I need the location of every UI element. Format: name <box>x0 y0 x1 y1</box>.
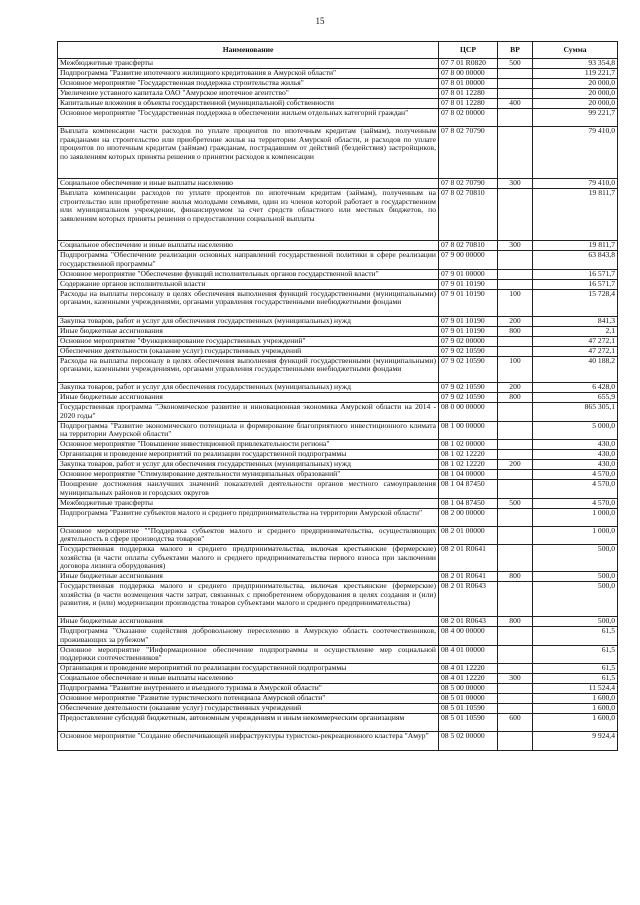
row-code-cell: 07 9 01 10190 <box>439 279 498 289</box>
row-name-cell: Основное мероприятие "Функционирование государственных учреждений" <box>58 336 439 346</box>
row-code-cell: 08 2 01 R0641 <box>439 572 498 582</box>
row-name-cell: Обеспечение деятельности (оказание услуг) государственных учреждений <box>58 704 439 714</box>
table-row <box>58 508 618 526</box>
row-vr-cell <box>498 508 533 526</box>
row-vr-cell <box>498 279 533 289</box>
row-vr-cell: 200 <box>498 316 533 326</box>
row-vr-cell <box>498 89 533 99</box>
row-name-cell: Содержание органов исполнительной власти <box>58 279 439 289</box>
row-name-cell: Иные бюджетные ассигнования <box>58 572 439 582</box>
row-sum-cell: 20 000,0 <box>533 79 618 89</box>
table-row <box>58 470 618 480</box>
row-vr-cell: 500 <box>498 498 533 508</box>
row-sum-cell: 2,1 <box>533 326 618 336</box>
table-row <box>58 421 618 439</box>
row-sum-cell: 63 843,8 <box>533 251 618 269</box>
row-vr-cell: 300 <box>498 241 533 251</box>
row-code-cell: 08 1 04 87450 <box>439 498 498 508</box>
row-name-cell: Социальное обеспечение и иные выплаты населению <box>58 674 439 684</box>
row-name-cell: Основное мероприятие "Повышение инвестиционной привлекательности региона" <box>58 440 439 450</box>
table-row <box>58 582 618 617</box>
row-sum-cell: 5 000,0 <box>533 421 618 439</box>
table-row <box>58 179 618 189</box>
row-sum-cell: 430,0 <box>533 440 618 450</box>
table-row <box>58 674 618 684</box>
row-sum-cell: 47 272,1 <box>533 336 618 346</box>
row-vr-cell <box>498 403 533 421</box>
table-row <box>58 59 618 69</box>
row-sum-cell: 16 571,7 <box>533 279 618 289</box>
row-name-cell: Организация и проведение мероприятий по реализации государственной подпрограммы <box>58 664 439 674</box>
row-code-cell: 07 9 02 10590 <box>439 393 498 403</box>
row-sum-cell: 4 570,0 <box>533 480 618 498</box>
table-row <box>58 241 618 251</box>
row-code-cell: 07 8 02 70810 <box>439 189 498 241</box>
row-vr-cell: 100 <box>498 356 533 383</box>
row-vr-cell <box>498 664 533 674</box>
table-row <box>58 440 618 450</box>
row-vr-cell: 800 <box>498 326 533 336</box>
row-sum-cell: 6 428,0 <box>533 383 618 393</box>
table-body <box>58 59 618 751</box>
row-code-cell: 08 1 02 12220 <box>439 450 498 460</box>
row-vr-cell: 500 <box>498 59 533 69</box>
row-name-cell: Подпрограмма "Развитие ипотечного жилищного кредитования в Амурской области" <box>58 69 439 79</box>
row-name-cell: Закупка товаров, работ и услуг для обеспечения государственных (муниципальных) нужд <box>58 383 439 393</box>
row-code-cell: 07 8 02 70810 <box>439 241 498 251</box>
row-sum-cell: 20 000,0 <box>533 89 618 99</box>
table-row <box>58 572 618 582</box>
row-vr-cell <box>498 127 533 179</box>
row-vr-cell: 600 <box>498 714 533 732</box>
table-row <box>58 356 618 383</box>
row-name-cell: Иные бюджетные ассигнования <box>58 617 439 627</box>
row-code-cell: 08 5 01 10590 <box>439 714 498 732</box>
row-code-cell: 08 5 02 00000 <box>439 732 498 750</box>
row-vr-cell <box>498 684 533 694</box>
table-row <box>58 326 618 336</box>
row-code-cell: 08 1 02 00000 <box>439 440 498 450</box>
row-vr-cell <box>498 79 533 89</box>
row-vr-cell <box>498 109 533 127</box>
column-header-sum: Сумма <box>533 42 618 59</box>
row-code-cell: 08 0 00 00000 <box>439 403 498 421</box>
table-row <box>58 403 618 421</box>
row-vr-cell <box>498 545 533 572</box>
row-vr-cell <box>498 346 533 356</box>
row-sum-cell: 11 524,4 <box>533 684 618 694</box>
row-vr-cell <box>498 251 533 269</box>
row-sum-cell: 1 600,0 <box>533 694 618 704</box>
row-vr-cell: 800 <box>498 393 533 403</box>
table-row <box>58 346 618 356</box>
row-code-cell: 08 4 01 12220 <box>439 664 498 674</box>
row-code-cell: 08 2 01 00000 <box>439 526 498 544</box>
row-code-cell: 08 1 00 00000 <box>439 421 498 439</box>
row-sum-cell: 1 000,0 <box>533 526 618 544</box>
row-code-cell: 08 5 01 00000 <box>439 694 498 704</box>
row-vr-cell: 200 <box>498 383 533 393</box>
table-row <box>58 704 618 714</box>
row-sum-cell: 119 221,7 <box>533 69 618 79</box>
table-row <box>58 251 618 269</box>
table-row <box>58 450 618 460</box>
row-vr-cell: 300 <box>498 674 533 684</box>
row-vr-cell <box>498 450 533 460</box>
row-sum-cell: 20 000,0 <box>533 99 618 109</box>
row-sum-cell: 4 570,0 <box>533 470 618 480</box>
table-row <box>58 627 618 645</box>
row-sum-cell: 1 600,0 <box>533 704 618 714</box>
row-name-cell: Выплата компенсации части расходов по уплате процентов по ипотечным кредитам (займам), полученным гражданами на строительство или приобретение жилья на территории Амурской области, и расходов по уплате процентов по ипотечным кредитам (займам) гражданам, пострадавшим от действий (бездействия) застройщиков, по заявлениям которых приняты решения о принятии расходов к компенсации <box>58 127 439 179</box>
table-row <box>58 127 618 179</box>
table-row <box>58 89 618 99</box>
row-name-cell: Подпрограмма "Развитие экономического потенциала и формирование благоприятного инвестиционного климата на территории Амурской области" <box>58 421 439 439</box>
table-row <box>58 617 618 627</box>
row-name-cell: Основное мероприятие ""Поддержка субъектов малого и среднего предпринимательства, осуществляющих деятельность в сфере производства товаров" <box>58 526 439 544</box>
table-row <box>58 336 618 346</box>
row-code-cell: 08 2 01 R0643 <box>439 582 498 617</box>
table-row <box>58 189 618 241</box>
row-vr-cell: 400 <box>498 99 533 109</box>
row-name-cell: Основное мероприятие "Государственная поддержка строительства жилья" <box>58 79 439 89</box>
row-name-cell: Увеличение уставного капитала ОАО "Амурское ипотечное агентство" <box>58 89 439 99</box>
row-code-cell: 07 8 01 00000 <box>439 79 498 89</box>
row-name-cell: Капитальные вложения в объекты государственной (муниципальной) собственности <box>58 99 439 109</box>
table-row <box>58 316 618 326</box>
row-sum-cell: 93 354,8 <box>533 59 618 69</box>
page-number: 15 <box>315 16 325 26</box>
row-name-cell: Государственная поддержка малого и среднего предпринимательства, включая крестьянские (фермерские) хозяйства (в части возмещения части затрат, связанных с приобретением оборудования в целях создания и (или) развития, и (или) модернизации производства товаров субъектами малого и среднего предпринимательства) <box>58 582 439 617</box>
row-vr-cell <box>498 704 533 714</box>
row-vr-cell <box>498 470 533 480</box>
row-code-cell: 07 8 01 12280 <box>439 89 498 99</box>
row-sum-cell: 79 410,0 <box>533 179 618 189</box>
row-code-cell: 08 1 02 12220 <box>439 460 498 470</box>
row-name-cell: Подпрограмма "Оказание содействия добровольному переселению в Амурскую область соотечественников, проживающих за рубежом" <box>58 627 439 645</box>
row-name-cell: Основное мероприятие "Развитие туристического потенциала Амурской области" <box>58 694 439 704</box>
table-row <box>58 480 618 498</box>
row-name-cell: Расходы на выплаты персоналу в целях обеспечения выполнения функций государственными (муниципальными) органами, казенными учреждениями, органами управления государственными внебюджетными фондами <box>58 356 439 383</box>
table-row <box>58 269 618 279</box>
row-vr-cell <box>498 189 533 241</box>
row-code-cell: 07 8 01 12280 <box>439 99 498 109</box>
row-name-cell: Подпрограмма "Развитие внутреннего и въездного туризма в Амурской области" <box>58 684 439 694</box>
row-name-cell: Основное мероприятие "Государственная поддержка в обеспечении жильем отдельных категорий граждан" <box>58 109 439 127</box>
row-code-cell: 08 4 00 00000 <box>439 627 498 645</box>
row-name-cell: Выплата компенсации расходов по уплате процентов по ипотечным кредитам (займам), полученным на строительство или приобретение жилья молодыми семьями, один из членов которой работает в государственном или муниципальном учреждении, финансируемом за счет средств областного или местных бюджетов, по заявлениям которых приняты решения о предоставлении социальной выплаты <box>58 189 439 241</box>
row-name-cell: Социальное обеспечение и иные выплаты населению <box>58 241 439 251</box>
table-row <box>58 526 618 544</box>
row-vr-cell <box>498 69 533 79</box>
table-row <box>58 694 618 704</box>
table-row <box>58 664 618 674</box>
table-row <box>58 732 618 750</box>
row-code-cell: 08 2 00 00000 <box>439 508 498 526</box>
row-sum-cell: 47 272,1 <box>533 346 618 356</box>
table-row <box>58 714 618 732</box>
table-row <box>58 383 618 393</box>
table-row <box>58 109 618 127</box>
row-code-cell: 08 4 01 12220 <box>439 674 498 684</box>
row-name-cell: Межбюджетные трансферты <box>58 498 439 508</box>
row-sum-cell: 500,0 <box>533 572 618 582</box>
row-name-cell: Поощрение достижения наилучших значений показателей деятельности органов местного самоуправления муниципальных районов и городских округов <box>58 480 439 498</box>
table-row <box>58 460 618 470</box>
row-sum-cell: 865 305,1 <box>533 403 618 421</box>
row-name-cell: Государственная поддержка малого и среднего предпринимательства, включая крестьянские (фермерские) хозяйства (в части оплаты субъектами малого и среднего предпринимательства первого взноса при заключении договора лизинга оборудования) <box>58 545 439 572</box>
row-vr-cell <box>498 440 533 450</box>
row-code-cell: 08 5 01 10590 <box>439 704 498 714</box>
row-code-cell: 07 9 01 10190 <box>439 289 498 316</box>
row-sum-cell: 19 811,7 <box>533 241 618 251</box>
row-vr-cell <box>498 526 533 544</box>
row-code-cell: 07 8 00 00000 <box>439 69 498 79</box>
row-name-cell: Подпрограмма "Развитие субъектов малого и среднего предпринимательства на территории Амурской области" <box>58 508 439 526</box>
table-row <box>58 645 618 663</box>
row-name-cell: Государственная программа "Экономическое развитие и инновационная экономика Амурской области на 2014 - 2020 годы" <box>58 403 439 421</box>
budget-table <box>57 41 618 751</box>
row-code-cell: 07 9 01 00000 <box>439 269 498 279</box>
row-name-cell: Предоставление субсидий бюджетным, автономным учреждениям и иным некоммерческим организациям <box>58 714 439 732</box>
row-vr-cell <box>498 694 533 704</box>
row-code-cell: 08 4 01 00000 <box>439 645 498 663</box>
row-code-cell: 07 8 02 00000 <box>439 109 498 127</box>
row-vr-cell: 200 <box>498 460 533 470</box>
row-vr-cell <box>498 732 533 750</box>
table-row <box>58 684 618 694</box>
row-code-cell: 07 9 02 10590 <box>439 356 498 383</box>
row-vr-cell: 100 <box>498 289 533 316</box>
row-name-cell: Обеспечение деятельности (оказание услуг) государственных учреждений <box>58 346 439 356</box>
table-row <box>58 498 618 508</box>
row-code-cell: 08 2 01 R0641 <box>439 545 498 572</box>
row-name-cell: Основное мероприятие "Стимулирование деятельности муниципальных образований" <box>58 470 439 480</box>
row-name-cell: Социальное обеспечение и иные выплаты населению <box>58 179 439 189</box>
row-sum-cell: 1 000,0 <box>533 508 618 526</box>
row-code-cell: 07 9 00 00000 <box>439 251 498 269</box>
row-name-cell: Основное мероприятие "Создание обеспечивающей инфраструктуры туристско-рекреационного кластера "Амур" <box>58 732 439 750</box>
row-sum-cell: 500,0 <box>533 545 618 572</box>
row-sum-cell: 99 221,7 <box>533 109 618 127</box>
row-sum-cell: 16 571,7 <box>533 269 618 279</box>
row-sum-cell: 19 811,7 <box>533 189 618 241</box>
row-name-cell: Иные бюджетные ассигнования <box>58 393 439 403</box>
row-vr-cell <box>498 336 533 346</box>
row-sum-cell: 655,9 <box>533 393 618 403</box>
row-code-cell: 07 7 01 R0820 <box>439 59 498 69</box>
row-sum-cell: 61,5 <box>533 627 618 645</box>
row-code-cell: 07 9 01 10190 <box>439 326 498 336</box>
row-sum-cell: 430,0 <box>533 450 618 460</box>
table-row <box>58 69 618 79</box>
row-sum-cell: 841,3 <box>533 316 618 326</box>
row-sum-cell: 15 728,4 <box>533 289 618 316</box>
row-sum-cell: 61,5 <box>533 664 618 674</box>
row-vr-cell <box>498 269 533 279</box>
row-sum-cell: 9 924,4 <box>533 732 618 750</box>
table-row <box>58 79 618 89</box>
row-name-cell: Организация и проведение мероприятий по реализации государственной подпрограммы <box>58 450 439 460</box>
row-sum-cell: 4 570,0 <box>533 498 618 508</box>
row-vr-cell <box>498 645 533 663</box>
row-vr-cell <box>498 582 533 617</box>
row-sum-cell: 61,5 <box>533 674 618 684</box>
row-vr-cell <box>498 421 533 439</box>
row-name-cell: Закупка товаров, работ и услуг для обеспечения государственных (муниципальных) нужд <box>58 316 439 326</box>
row-vr-cell: 800 <box>498 572 533 582</box>
table-row <box>58 279 618 289</box>
table-row <box>58 393 618 403</box>
table-row <box>58 289 618 316</box>
row-name-cell: Подпрограмма "Обеспечение реализации основных направлений государственной политики в сфере реализации государственной программы" <box>58 251 439 269</box>
row-code-cell: 08 5 00 00000 <box>439 684 498 694</box>
column-header-code: ЦСР <box>439 42 498 59</box>
row-code-cell: 07 9 02 10590 <box>439 383 498 393</box>
table-header-row <box>58 42 618 59</box>
row-code-cell: 07 8 02 70790 <box>439 127 498 179</box>
row-code-cell: 07 9 02 00000 <box>439 336 498 346</box>
row-name-cell: Расходы на выплаты персоналу в целях обеспечения выполнения функций государственными (муниципальными) органами, казенными учреждениями, органами управления государственными внебюджетными фондами <box>58 289 439 316</box>
row-code-cell: 08 2 01 R0643 <box>439 617 498 627</box>
row-sum-cell: 1 600,0 <box>533 714 618 732</box>
row-sum-cell: 40 188,2 <box>533 356 618 383</box>
row-sum-cell: 79 410,0 <box>533 127 618 179</box>
row-code-cell: 08 1 04 00000 <box>439 470 498 480</box>
row-code-cell: 07 9 01 10190 <box>439 316 498 326</box>
row-vr-cell <box>498 627 533 645</box>
row-sum-cell: 500,0 <box>533 617 618 627</box>
row-sum-cell: 500,0 <box>533 582 618 617</box>
column-header-name: Наименование <box>58 42 439 59</box>
row-name-cell: Иные бюджетные ассигнования <box>58 326 439 336</box>
row-code-cell: 07 9 02 10590 <box>439 346 498 356</box>
row-vr-cell <box>498 480 533 498</box>
row-name-cell: Закупка товаров, работ и услуг для обеспечения государственных (муниципальных) нужд <box>58 460 439 470</box>
row-sum-cell: 61,5 <box>533 645 618 663</box>
row-sum-cell: 430,0 <box>533 460 618 470</box>
row-vr-cell: 800 <box>498 617 533 627</box>
table-row <box>58 99 618 109</box>
row-name-cell: Основное мероприятие "Информационное обеспечение подпрограммы и осуществление мер социальной поддержки соотечественников" <box>58 645 439 663</box>
column-header-vr: ВР <box>498 42 533 59</box>
row-vr-cell: 300 <box>498 179 533 189</box>
row-code-cell: 08 1 04 87450 <box>439 480 498 498</box>
table-row <box>58 545 618 572</box>
row-name-cell: Межбюджетные трансферты <box>58 59 439 69</box>
row-name-cell: Основное мероприятие "Обеспечение функций исполнительных органов государственной власти" <box>58 269 439 279</box>
row-code-cell: 07 8 02 70790 <box>439 179 498 189</box>
